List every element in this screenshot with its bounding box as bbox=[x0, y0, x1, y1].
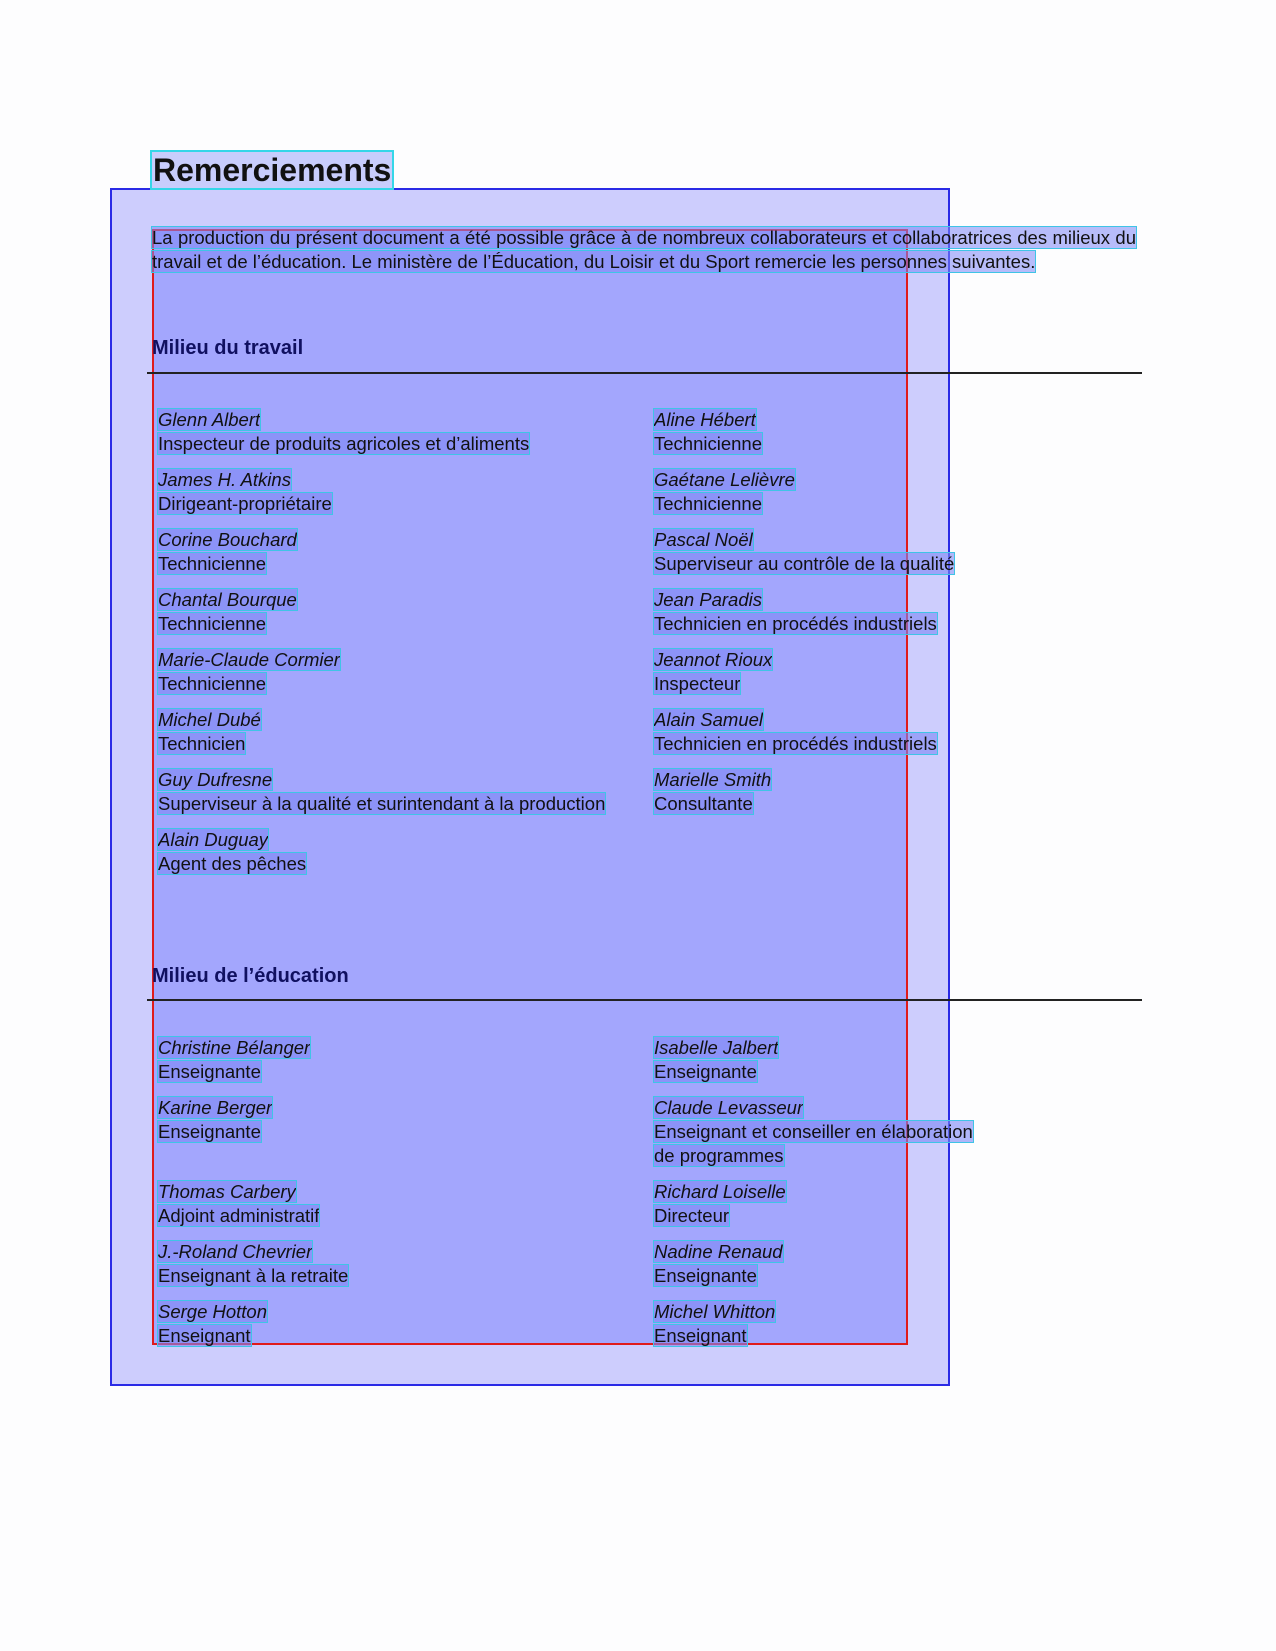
contributor-name: Gaétane Lelièvre bbox=[654, 469, 795, 490]
contributor-role-line bbox=[158, 552, 654, 576]
contributor-role: Technicien en procédés industriels bbox=[654, 733, 937, 754]
contributor-name-line bbox=[158, 468, 654, 492]
contributor-role: Technicien en procédés industriels bbox=[654, 613, 937, 634]
contributor-name-line bbox=[654, 648, 978, 672]
contributor-entry bbox=[654, 408, 978, 456]
contributor-name: Marielle Smith bbox=[654, 769, 772, 790]
contributor-name: Jeannot Rioux bbox=[654, 649, 773, 670]
contributor-role-line bbox=[654, 1060, 978, 1084]
contributor-role-line bbox=[654, 432, 978, 456]
contributor-role-line bbox=[158, 1204, 654, 1228]
contributor-role: Technicienne bbox=[158, 553, 266, 574]
contributor-role-line bbox=[158, 1264, 654, 1288]
contributor-name: Alain Duguay bbox=[158, 829, 269, 850]
contributor-name-line bbox=[158, 648, 654, 672]
contributor-entry bbox=[654, 528, 978, 576]
contributor-role: Enseignant bbox=[158, 1325, 251, 1346]
contributor-role: Enseignante bbox=[654, 1265, 757, 1286]
contributor-role: Technicienne bbox=[158, 613, 266, 634]
contributor-entry bbox=[654, 1300, 978, 1348]
contributor-name: Jean Paradis bbox=[654, 589, 762, 610]
contributor-role: Technicien bbox=[158, 733, 246, 754]
section-rule-education bbox=[147, 999, 1142, 1001]
contributor-name: Serge Hotton bbox=[158, 1301, 268, 1322]
contributor-name-line bbox=[158, 1300, 654, 1324]
contributor-role-line bbox=[158, 792, 654, 816]
contributor-role: Technicienne bbox=[654, 493, 762, 514]
contributor-name-line bbox=[654, 1300, 978, 1324]
contributor-role: Consultante bbox=[654, 793, 753, 814]
contributor-name: Corine Bouchard bbox=[158, 529, 297, 550]
contributor-name-line bbox=[158, 768, 654, 792]
contributor-name: Marie-Claude Cormier bbox=[158, 649, 340, 670]
contributor-role: Superviseur à la qualité et surintendant à la production bbox=[158, 793, 606, 814]
contributor-role: Technicienne bbox=[654, 433, 762, 454]
contributor-name: Claude Levasseur bbox=[654, 1097, 804, 1118]
contributor-role-line bbox=[654, 792, 978, 816]
contributor-name-line bbox=[654, 708, 978, 732]
contributor-name: Pascal Noël bbox=[654, 529, 753, 550]
contributor-name-line bbox=[654, 408, 978, 432]
contributor-name-line bbox=[158, 828, 654, 852]
contributor-name: Chantal Bourque bbox=[158, 589, 297, 610]
contributor-name-line bbox=[654, 1180, 978, 1204]
contributor-role-line bbox=[654, 732, 978, 756]
contributor-role-line bbox=[158, 612, 654, 636]
contributor-name-line bbox=[158, 588, 654, 612]
contributor-entry bbox=[158, 528, 654, 576]
contributor-role: Enseignante bbox=[158, 1061, 261, 1082]
contributor-role: Enseignant et conseiller en élaboration de programmes bbox=[654, 1121, 973, 1166]
contributor-entry bbox=[654, 648, 978, 696]
contributor-name-line bbox=[654, 768, 978, 792]
contributors-work-list bbox=[158, 408, 978, 876]
contributor-name: Glenn Albert bbox=[158, 409, 261, 430]
contributor-entry bbox=[158, 1180, 654, 1228]
contributor-entry bbox=[158, 1096, 654, 1168]
contributor-entry bbox=[158, 828, 654, 876]
page-title: Remerciements bbox=[153, 152, 392, 188]
contributor-name: Christine Bélanger bbox=[158, 1037, 311, 1058]
contributor-role-line bbox=[158, 852, 654, 876]
contributor-name-line bbox=[158, 1036, 654, 1060]
contributor-role: Directeur bbox=[654, 1205, 730, 1226]
contributor-name: Karine Berger bbox=[158, 1097, 273, 1118]
contributor-entry bbox=[654, 768, 978, 816]
contributor-name: Alain Samuel bbox=[654, 709, 764, 730]
contributor-name: Aline Hébert bbox=[654, 409, 756, 430]
contributor-name: Michel Dubé bbox=[158, 709, 261, 730]
contributor-role: Technicienne bbox=[158, 673, 266, 694]
contributor-role-line bbox=[158, 492, 654, 516]
contributor-entry bbox=[654, 468, 978, 516]
section-title-education: Milieu de l’éducation bbox=[152, 965, 349, 987]
contributor-entry bbox=[654, 828, 978, 876]
contributor-role-line bbox=[158, 432, 654, 456]
intro-paragraph bbox=[152, 226, 1136, 274]
contributor-name: Isabelle Jalbert bbox=[654, 1037, 779, 1058]
contributor-name-line bbox=[654, 1240, 978, 1264]
section-title-work: Milieu du travail bbox=[152, 337, 304, 359]
intro-text: La production du présent document a été possible grâce à de nombreux collaborateurs et collaboratrices des milieux du travail et de l’éducation. Le ministère de l’Éducation, du Loisir et du Sport remercie les personnes suivantes. bbox=[152, 227, 1136, 272]
contributor-name: Michel Whitton bbox=[654, 1301, 776, 1322]
contributor-entry bbox=[654, 708, 978, 756]
contributor-name: Nadine Renaud bbox=[654, 1241, 783, 1262]
contributor-name-line bbox=[158, 408, 654, 432]
contributor-role: Adjoint administratif bbox=[158, 1205, 320, 1226]
contributor-role-line bbox=[654, 1120, 978, 1168]
contributor-role: Enseignante bbox=[654, 1061, 757, 1082]
contributor-name-line bbox=[158, 1240, 654, 1264]
contributor-name-line bbox=[158, 708, 654, 732]
contributor-role: Enseignant bbox=[654, 1325, 747, 1346]
contributor-role: Superviseur au contrôle de la qualité bbox=[654, 553, 955, 574]
contributor-entry bbox=[158, 1300, 654, 1348]
contributor-role-line bbox=[654, 672, 978, 696]
contributor-role: Enseignante bbox=[158, 1121, 261, 1142]
contributor-entry bbox=[158, 588, 654, 636]
section-rule-work bbox=[147, 372, 1142, 374]
contributor-name: Guy Dufresne bbox=[158, 769, 273, 790]
contributor-entry bbox=[158, 408, 654, 456]
contributor-name-line bbox=[654, 588, 978, 612]
contributor-role: Agent des pêches bbox=[158, 853, 307, 874]
contributor-entry bbox=[654, 1096, 978, 1168]
contributor-name: Richard Loiselle bbox=[654, 1181, 786, 1202]
contributor-role-line bbox=[158, 1060, 654, 1084]
contributor-role-line bbox=[654, 1264, 978, 1288]
contributor-name: Thomas Carbery bbox=[158, 1181, 296, 1202]
contributor-entry bbox=[654, 588, 978, 636]
contributor-name-line bbox=[654, 468, 978, 492]
contributor-role-line bbox=[158, 1120, 654, 1144]
contributor-role-line bbox=[654, 1204, 978, 1228]
contributor-role: Dirigeant-propriétaire bbox=[158, 493, 332, 514]
contributor-role-line bbox=[654, 552, 978, 576]
contributor-role-line bbox=[654, 612, 978, 636]
contributor-entry bbox=[158, 1240, 654, 1288]
contributor-name-line bbox=[654, 1036, 978, 1060]
contributor-entry bbox=[654, 1180, 978, 1228]
contributor-role-line bbox=[158, 732, 654, 756]
contributor-role: Inspecteur bbox=[654, 673, 741, 694]
contributor-entry bbox=[158, 708, 654, 756]
contributor-role-line bbox=[654, 1324, 978, 1348]
contributor-role-line bbox=[158, 1324, 654, 1348]
contributor-name-line bbox=[654, 1096, 978, 1120]
contributor-name-line bbox=[654, 528, 978, 552]
contributor-name: James H. Atkins bbox=[158, 469, 291, 490]
contributor-role: Enseignant à la retraite bbox=[158, 1265, 349, 1286]
contributor-name-line bbox=[158, 1180, 654, 1204]
contributor-name: J.-Roland Chevrier bbox=[158, 1241, 313, 1262]
contributor-entry bbox=[654, 1240, 978, 1288]
contributor-name-line bbox=[158, 1096, 654, 1120]
contributor-role-line bbox=[158, 672, 654, 696]
contributor-entry bbox=[654, 1036, 978, 1084]
contributor-entry bbox=[158, 468, 654, 516]
contributor-name-line bbox=[158, 528, 654, 552]
contributor-entry bbox=[158, 1036, 654, 1084]
contributor-entry bbox=[158, 768, 654, 816]
contributor-entry bbox=[158, 648, 654, 696]
contributors-education-list bbox=[158, 1036, 978, 1348]
contributor-role-line bbox=[654, 492, 978, 516]
contributor-role: Inspecteur de produits agricoles et d’aliments bbox=[158, 433, 530, 454]
